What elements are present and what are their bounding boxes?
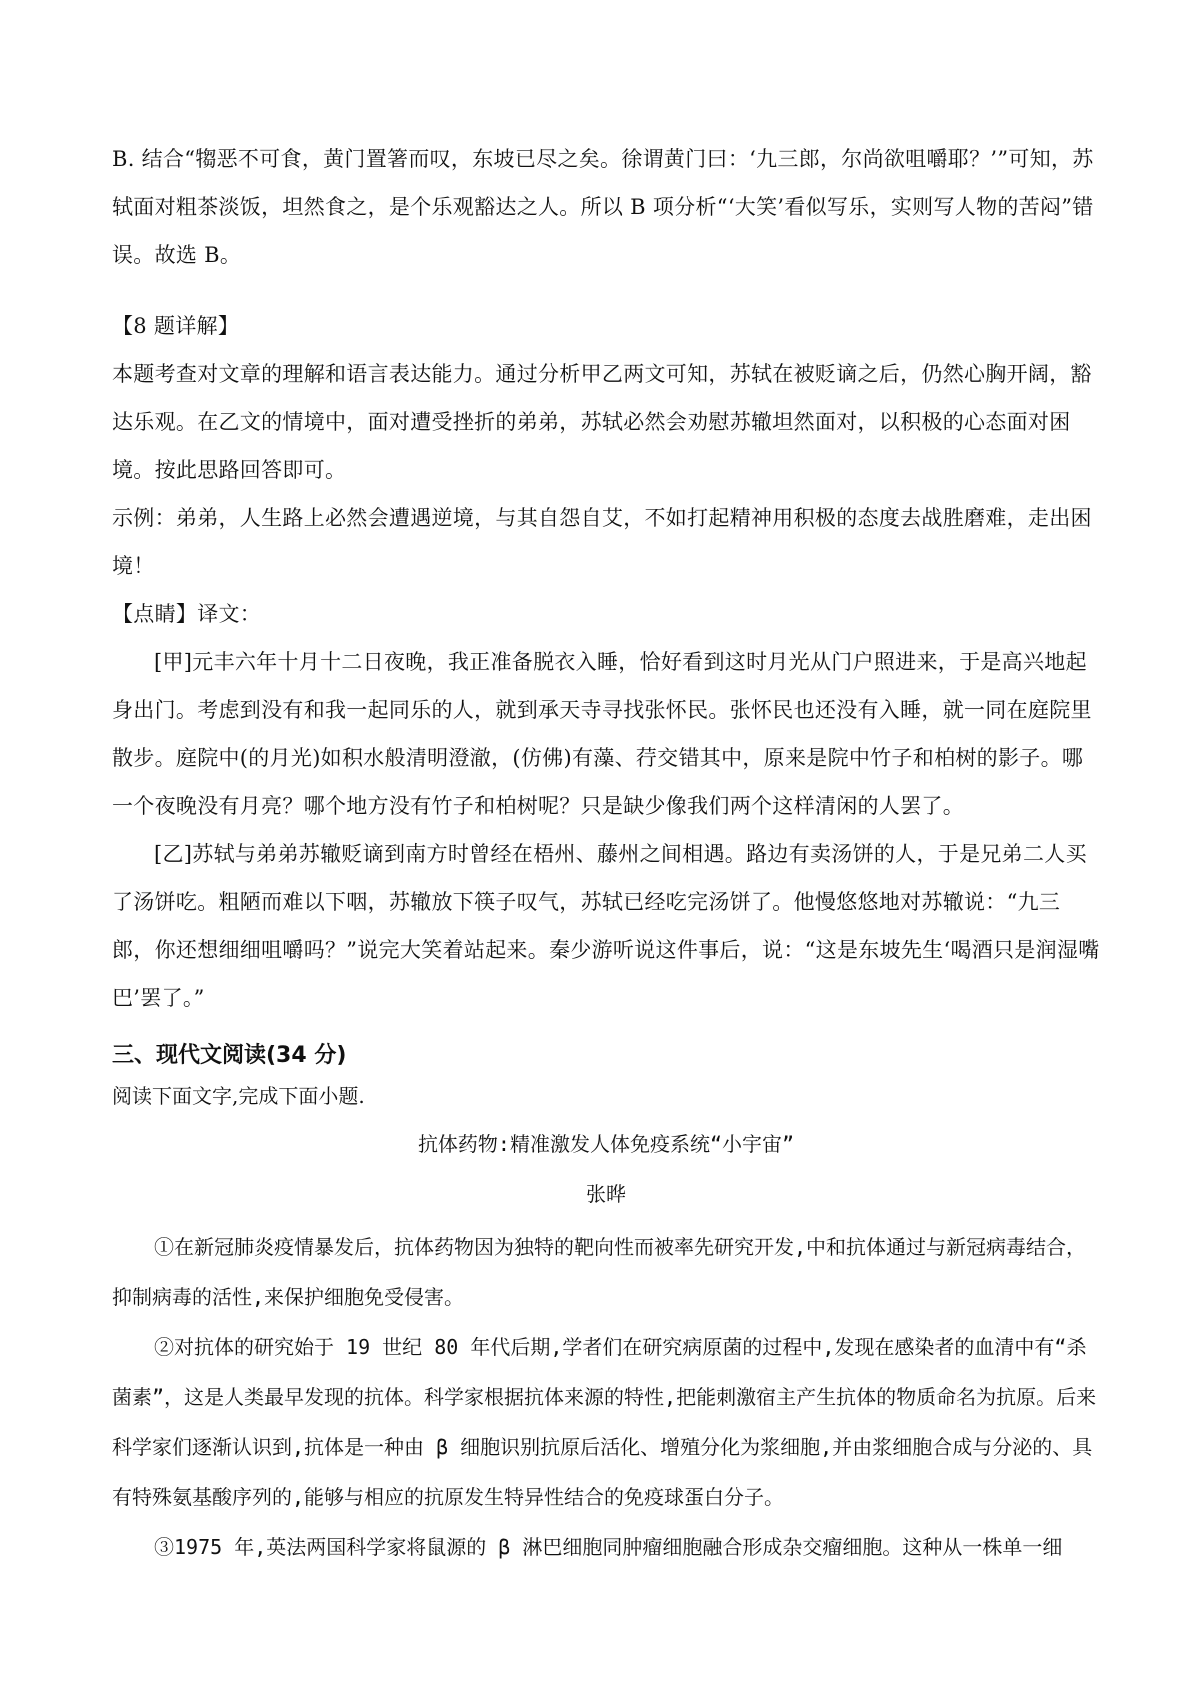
section-heading: 三、现代文阅读(34 分) xyxy=(112,1043,347,1068)
dianjing-heading: 【点睛】译文： xyxy=(112,602,262,626)
article-author: 张晔 xyxy=(586,1182,626,1206)
translation-jia: [甲]元丰六年十月十二日夜晚，我正准备脱衣入睡，恰好看到这时月光从门户照进来，于是高兴地起身出门。考虑到没有和我一起同乐的人，就到承天寺寻找张怀民。张怀民也还没有入睡，就一同在庭院里散步。庭院中(的月光)如积水般清明澄澈，(仿佛)有藻、荇交错其中，原来是院中竹子和柏树的影子。哪一个夜晚没有月亮？哪个地方没有竹子和柏树呢？只是缺少像我们两个这样清闲的人罢了。 xyxy=(112,650,1092,818)
q8-explanation: 本题考查对文章的理解和语言表达能力。通过分析甲乙两文可知，苏轼在被贬谪之后，仍然心胸开阔，豁达乐观。在乙文的情境中，面对遭受挫折的弟弟，苏轼必然会劝慰苏辙坦然面对，以积极的心态面对困境。按此思路回答即可。 xyxy=(112,362,1092,482)
q8-example-answer: 示例：弟弟，人生路上必然会遭遇逆境，与其自怨自艾，不如打起精神用积极的态度去战胜磨难，走出困境！ xyxy=(112,506,1092,578)
article-paragraph-3: ③1975 年,英法两国科学家将鼠源的 β 淋巴细胞同肿瘤细胞融合形成杂交瘤细胞。这种从一株单一细 xyxy=(154,1535,1063,1559)
article-paragraph-2: ②对抗体的研究始于 19 世纪 80 年代后期,学者们在研究病原菌的过程中,发现在感染者的血清中有“杀菌素”，这是人类最早发现的抗体。科学家根据抗体来源的特性,把能刺激宿主产生抗体的物质命名为抗原。后来科学家们逐渐认识到,抗体是一种由 β 细胞识别抗原后活化、增殖分化为浆细胞,并由浆细胞合成与分泌的、具有特殊氨基酸序列的,能够与相应的抗原发生特异性结合的免疫球蛋白分子。 xyxy=(112,1335,1097,1509)
article-title: 抗体药物:精准激发人体免疫系统“小宇宙” xyxy=(417,1132,795,1156)
reading-instruction: 阅读下面文字,完成下面小题. xyxy=(112,1084,365,1108)
translation-yi: [乙]苏轼与弟弟苏辙贬谪到南方时曾经在梧州、藤州之间相遇。路边有卖汤饼的人，于是兄弟二人买了汤饼吃。粗陋而难以下咽，苏辙放下筷子叹气，苏轼已经吃完汤饼了。他慢悠悠地对苏辙说：“九三郎，你还想细细咀嚼吗？”说完大笑着站起来。秦少游听说这件事后，说：“这是东坡先生‘喝酒只是润湿嘴巴’罢了。” xyxy=(112,842,1100,1010)
q7-option-b-analysis: B. 结合“犓恶不可食，黄门置箸而叹，东坡已尽之矣。徐谓黄门曰：‘九三郎，尔尚欲咀嚼耶？’”可知，苏轼面对粗茶淡饭，坦然食之，是个乐观豁达之人。所以 B 项分析“‘大笑’看似写乐，实则写人物的苦闷”错误。故选 B。 xyxy=(112,147,1094,267)
q8-heading: 【8 题详解】 xyxy=(112,314,240,338)
article-paragraph-1: ①在新冠肺炎疫情暴发后，抗体药物因为独特的靶向性而被率先研究开发,中和抗体通过与新冠病毒结合，抑制病毒的活性,来保护细胞免受侵害。 xyxy=(112,1235,1087,1309)
